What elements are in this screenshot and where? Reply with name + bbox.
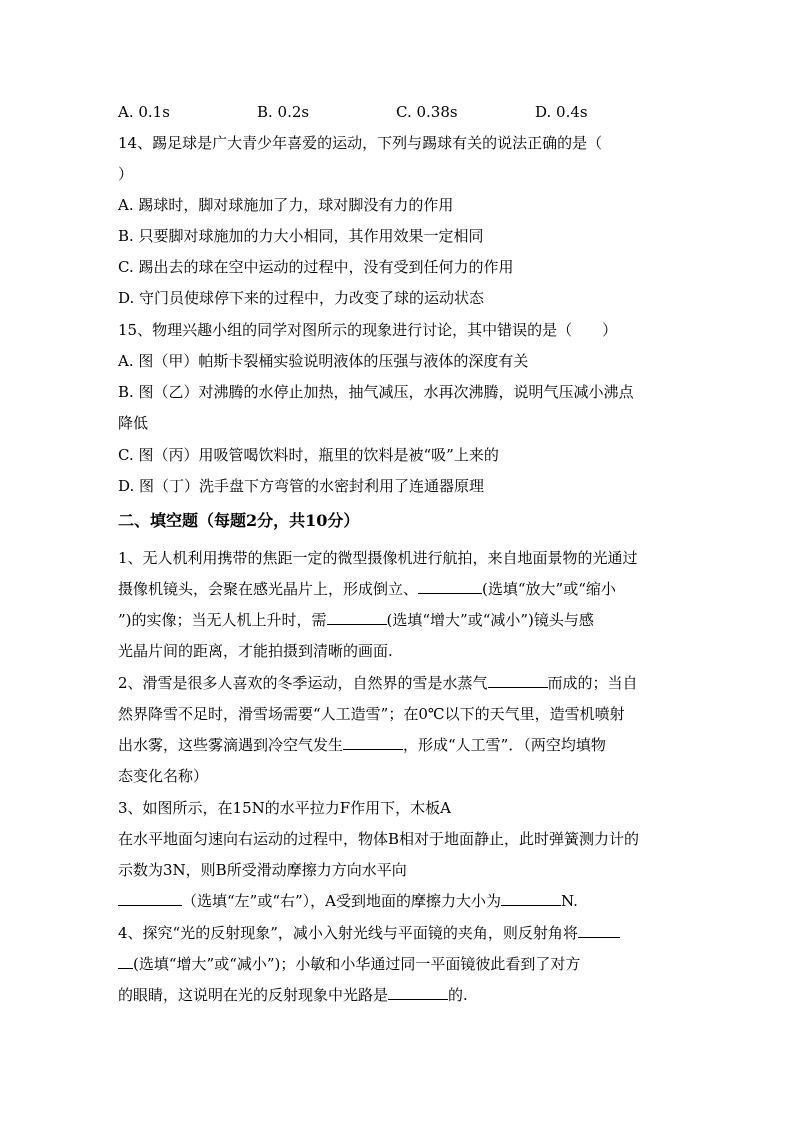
q14-stem-end: ） <box>118 165 134 183</box>
fill-q1-text-d: (选填“增大”或“减小”)镜头与感 <box>386 611 594 629</box>
q15-option-c: C. 图（丙）用吸管喝饮料时，瓶里的饮料是被“吸”上来的 <box>118 446 499 464</box>
fill-q3-text-a: （选填“左”或“右”），A受到地面的摩擦力大小为 <box>182 892 502 910</box>
q15-option-a: A. 图（甲）帕斯卡裂桶实验说明液体的压强与液体的深度有关 <box>118 352 529 370</box>
fill-q4-text-b: (选填“增大”或“减小”)；小敏和小华通过同一平面镜彼此看到了对方 <box>133 955 581 973</box>
fill-q3-text-b: N. <box>561 892 578 910</box>
fill-q2-text-a: 2、滑雪是很多人喜欢的冬季运动，自然界的雪是水蒸气 <box>118 674 488 692</box>
fill-q2-line4: 态变化名称） <box>118 767 209 785</box>
fill-q3-line4 <box>118 891 578 911</box>
q15-stem: 15、物理兴趣小组的同学对图所示的现象进行讨论，其中错误的是（ ） <box>118 321 618 339</box>
fill-q2-line2: 然界降雪不足时，滑雪场需要“人工造雪”；在0℃以下的天气里，造雪机喷射 <box>118 705 625 723</box>
fill-q3-line1: 3、如图所示，在15N的水平拉力F作用下，木板A <box>118 799 451 817</box>
q14-stem: 14、踢足球是广大青少年喜爱的运动，下列与踢球有关的说法正确的是（ <box>118 134 603 152</box>
q14-option-b: B. 只要脚对球施加的力大小相同，其作用效果一定相同 <box>118 227 484 245</box>
q15-option-b-cont: 降低 <box>118 414 149 432</box>
q13-option-a: A. 0.1s <box>118 103 170 121</box>
fill-q2-blank-1[interactable] <box>488 673 548 688</box>
fill-q4-text-d: 的. <box>448 986 468 1004</box>
fill-q4-line1 <box>118 923 620 943</box>
fill-q2-text-b: 而成的；当自 <box>547 674 638 692</box>
fill-q1-line1: 1、无人机利用携带的焦距一定的微型摄像机进行航拍，来自地面景物的光通过 <box>118 549 638 567</box>
fill-q2-text-c: 出水雾，这些雾滴遇到冷空气发生 <box>118 736 344 754</box>
fill-q4-blank-1-cont[interactable] <box>118 954 133 969</box>
fill-q1-text-c: ”)的实像；当无人机上升时，需 <box>118 611 327 629</box>
q13-option-d: D. 0.4s <box>535 103 588 121</box>
fill-q4-text-c: 的眼睛，这说明在光的反射现象中光路是 <box>118 986 389 1004</box>
section-title-fill-in: 二、填空题（每题2分，共10分） <box>118 511 360 530</box>
fill-q1-blank-2[interactable] <box>327 610 387 625</box>
fill-q3-line3: 示数为3N，则B所受滑动摩擦力方向水平向 <box>118 861 407 879</box>
q14-option-c: C. 踢出去的球在空中运动的过程中，没有受到任何力的作用 <box>118 258 514 276</box>
q15-option-b: B. 图（乙）对沸腾的水停止加热，抽气减压，水再次沸腾，说明气压减小沸点 <box>118 383 634 401</box>
fill-q2-text-d: ，形成“人工雪”．（两空均填物 <box>403 736 606 754</box>
fill-q4-blank-2[interactable] <box>388 985 448 1000</box>
fill-q1-blank-1[interactable] <box>418 579 482 594</box>
fill-q1-text-b: (选填“放大”或“缩小 <box>482 580 616 598</box>
fill-q1-line4: 光晶片间的距离，才能拍摄到清晰的画面. <box>118 642 393 660</box>
fill-q2-blank-2[interactable] <box>343 735 403 750</box>
q15-option-d: D. 图（丁）洗手盘下方弯管的水密封利用了连通器原理 <box>118 477 485 495</box>
fill-q2-line3 <box>118 735 606 755</box>
fill-q4-line3 <box>118 985 468 1005</box>
fill-q3-blank-1[interactable] <box>118 891 182 906</box>
fill-q3-line2: 在水平地面匀速向右运动的过程中，物体B相对于地面静止，此时弹簧测力计的 <box>118 830 640 848</box>
fill-q1-line2 <box>118 579 616 599</box>
fill-q3-blank-2[interactable] <box>501 891 561 906</box>
q13-option-c: C. 0.38s <box>396 103 458 121</box>
q13-option-b: B. 0.2s <box>257 103 310 121</box>
fill-q4-line2 <box>118 954 580 974</box>
q14-option-d: D. 守门员使球停下来的过程中，力改变了球的运动状态 <box>118 289 485 307</box>
fill-q1-text-a: 摄像机镜头，会聚在感光晶片上，形成倒立、 <box>118 580 419 598</box>
fill-q1-line3 <box>118 610 594 630</box>
fill-q4-text-a: 4、探究“光的反射现象”，减小入射光线与平面镜的夹角，则反射角将 <box>118 924 578 942</box>
fill-q4-blank-1[interactable] <box>578 923 620 938</box>
fill-q2-line1 <box>118 673 638 693</box>
q14-option-a: A. 踢球时，脚对球施加了力，球对脚没有力的作用 <box>118 196 454 214</box>
